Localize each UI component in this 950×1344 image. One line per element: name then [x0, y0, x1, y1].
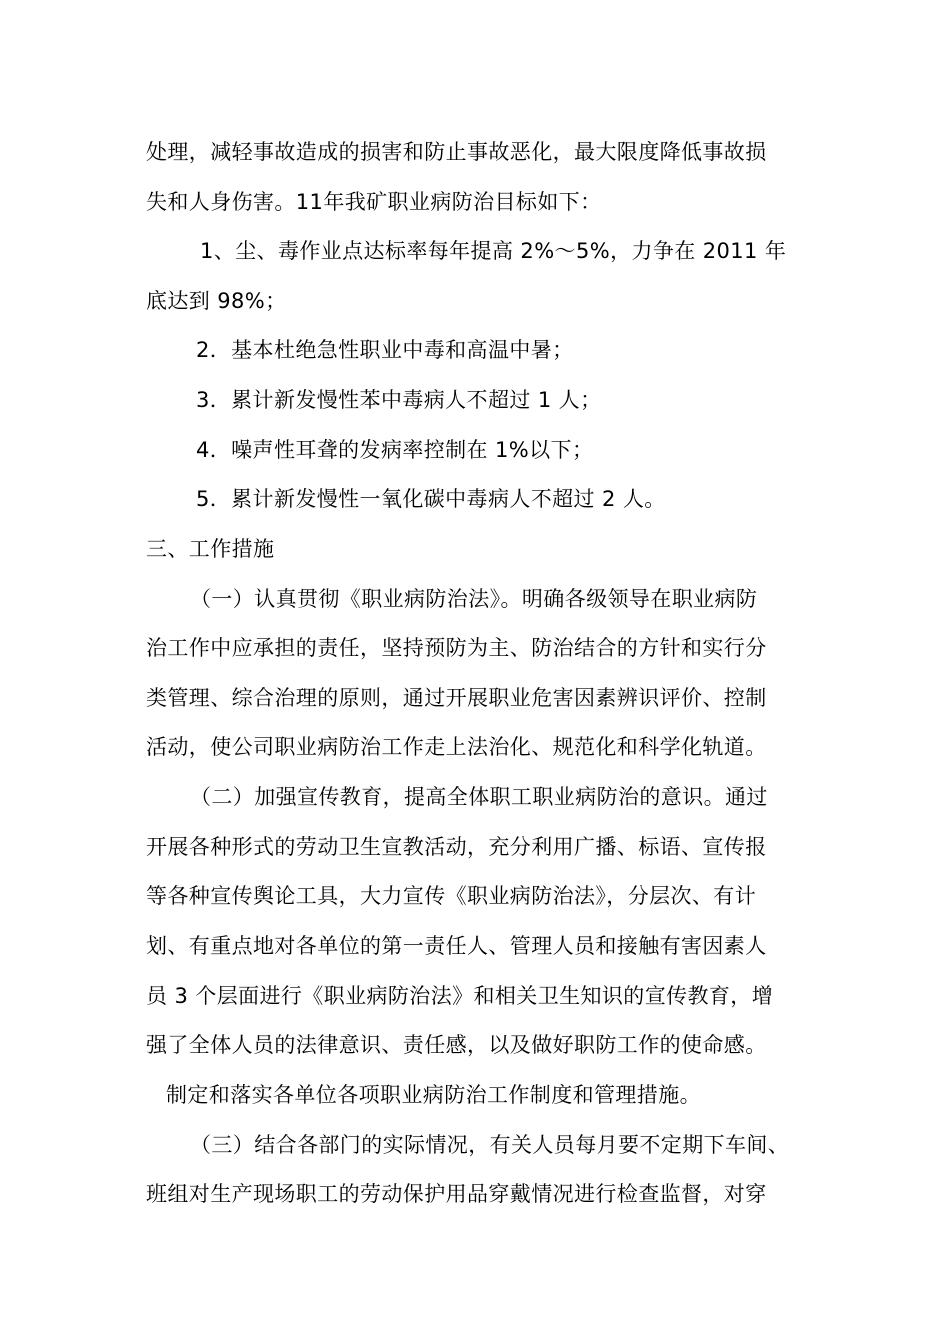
paragraph-start: （三）结合各部门的实际情况，有关人员每月要不定期下车间、	[190, 1133, 790, 1157]
paragraph-start: （二）加强宣传教育，提高全体职工职业病防治的意识。通过	[190, 785, 768, 809]
list-item: 2．基本杜绝急性职业中毒和高温中暑；	[196, 338, 574, 362]
section-heading: 三、工作措施	[146, 537, 275, 561]
list-item: 5．累计新发慢性一氧化碳中毒病人不超过 2 人。	[196, 487, 666, 511]
paragraph-start: （一）认真贯彻《职业病防治法》。明确各级领导在职业病防	[190, 587, 758, 611]
text-line: 强了全体人员的法律意识、责任感，以及做好职防工作的使命感。	[146, 1033, 767, 1057]
list-item: 3．累计新发慢性苯中毒病人不超过 1 人；	[196, 388, 602, 412]
text-line: 员 3 个层面进行《职业病防治法》和相关卫生知识的宣传教育，增	[146, 984, 774, 1008]
text-line: 底达到 98%；	[146, 289, 287, 313]
text-line: 划、有重点地对各单位的第一责任人、管理人员和接触有害因素人	[146, 934, 767, 958]
list-item: 4．噪声性耳聋的发病率控制在 1%以下；	[196, 438, 594, 462]
text-line: 失和人身伤害。11年我矿职业病防治目标如下：	[146, 190, 602, 214]
list-item: 1、尘、毒作业点达标率每年提高 2%～5%，力争在 2011 年	[200, 239, 787, 263]
text-line: 班组对生产现场职工的劳动保护用品穿戴情况进行检查监督，对穿	[146, 1182, 767, 1206]
text-line: 处理，减轻事故造成的损害和防止事故恶化，最大限度降低事故损	[146, 140, 767, 164]
text-line: 活动，使公司职业病防治工作走上法治化、规范化和科学化轨道。	[146, 735, 767, 759]
text-line: 治工作中应承担的责任，坚持预防为主、防治结合的方针和实行分	[146, 636, 767, 660]
paragraph-start: 制定和落实各单位各项职业病防治工作制度和管理措施。	[166, 1083, 701, 1107]
text-line: 开展各种形式的劳动卫生宣教活动，充分利用广播、标语、宣传报	[146, 835, 767, 859]
text-line: 类管理、综合治理的原则，通过开展职业危害因素辨识评价、控制	[146, 686, 767, 710]
text-line: 等各种宣传舆论工具，大力宣传《职业病防治法》，分层次、有计	[146, 884, 757, 908]
